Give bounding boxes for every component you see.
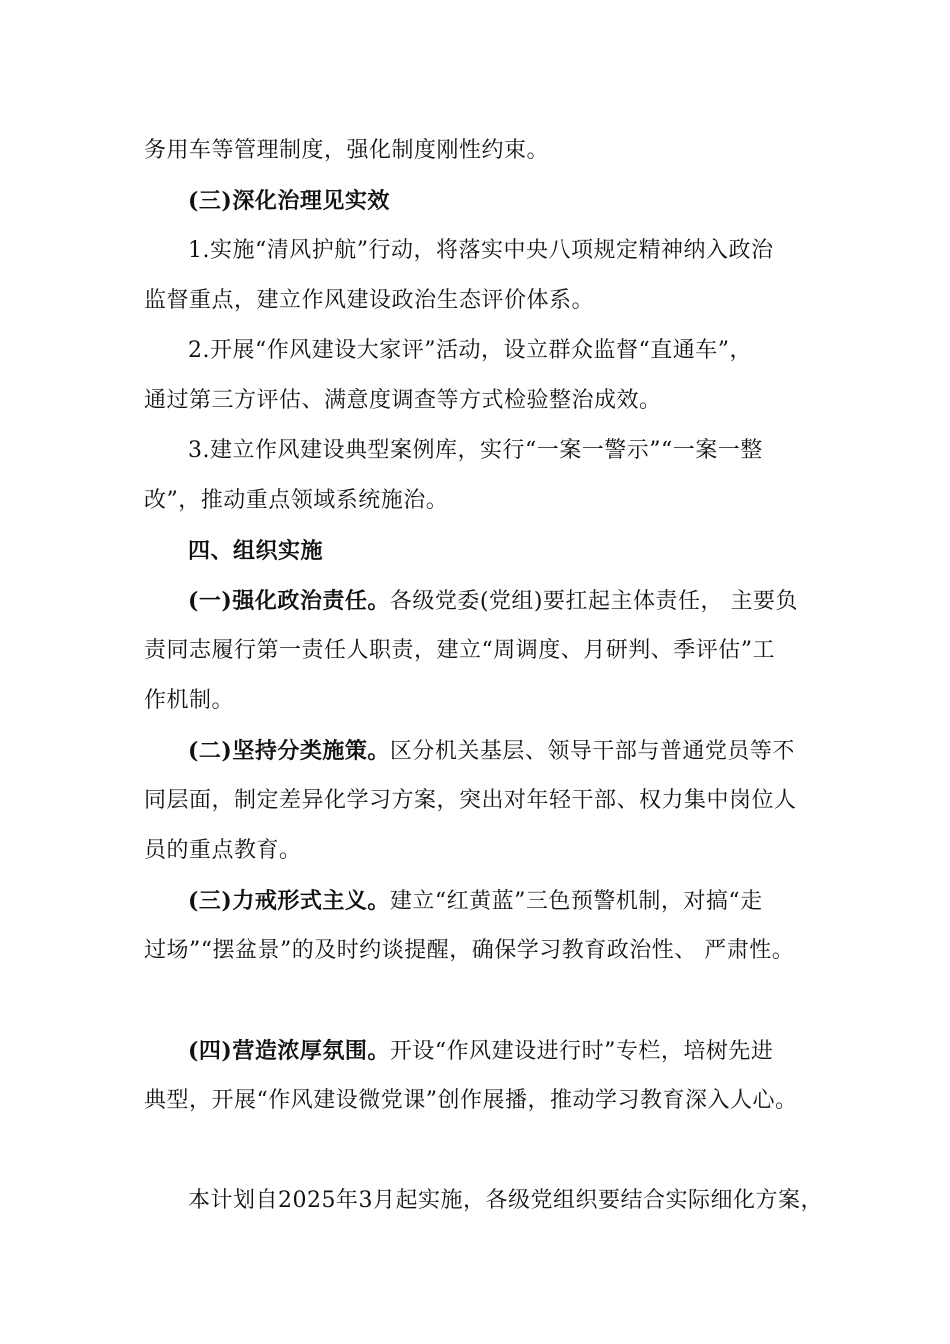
paragraph-line: 员的重点教育。 (144, 838, 302, 863)
paragraph-line (188, 586, 824, 617)
paragraph-lead: (四)营造浓厚氛围。 (188, 1038, 390, 1064)
paragraph-text: 各级党委(党组)要扛起主体责任， 主要负 (389, 589, 798, 614)
paragraph-line: 作机制。 (144, 688, 235, 713)
paragraph-line: 典型，开展“作风建设微党课”创作展播，推动学习教育深入人心。 (144, 1088, 798, 1113)
paragraph-text: 建立“红黄蓝”三色预警机制，对搞“走 (389, 889, 763, 914)
list-item-2-line: 通过第三方评估、满意度调查等方式检验整治成效。 (144, 388, 662, 413)
paragraph-text: 开设“作风建设进行时”专栏，培树先进 (389, 1039, 774, 1064)
paragraph-line (188, 736, 824, 767)
chapter-heading: 四、组织实施 (188, 538, 324, 564)
section-heading: (三)深化治理见实效 (188, 188, 390, 214)
paragraph-line: 同层面，制定差异化学习方案，突出对年轻干部、权力集中岗位人 (144, 788, 797, 813)
paragraph-lead: (三)力戒形式主义。 (188, 888, 390, 914)
paragraph-line (188, 886, 824, 917)
paragraph-line: 过场”“摆盆景”的及时约谈提醒，确保学习教育政治性、 严肃性。 (144, 938, 795, 963)
paragraph-line (188, 1036, 824, 1067)
list-item-3-line: 改”，推动重点领域系统施治。 (144, 488, 449, 513)
paragraph-line: 责同志履行第一责任人职责，建立“周调度、月研判、季评估”工 (144, 638, 775, 663)
list-item-1-line: 1.实施“清风护航”行动，将落实中央八项规定精神纳入政治 (188, 238, 774, 263)
paragraph-text: 区分机关基层、领导干部与普通党员等不 (389, 739, 795, 764)
list-item-2-line: 2.开展“作风建设大家评”活动，设立群众监督“直通车”， (188, 338, 752, 363)
list-item-1-line: 监督重点，建立作风建设政治生态评价体系。 (144, 288, 595, 313)
paragraph-lead: (二)坚持分类施策。 (188, 738, 390, 764)
paragraph-lead: (一)强化政治责任。 (188, 588, 390, 614)
list-item-3-line: 3.建立作风建设典型案例库，实行“一案一警示”“一案一整 (188, 438, 763, 463)
paragraph-line: 务用车等管理制度，强化制度刚性约束。 (144, 138, 550, 163)
paragraph-line: 本计划自2025年3月起实施，各级党组织要结合实际细化方案， (188, 1188, 823, 1213)
